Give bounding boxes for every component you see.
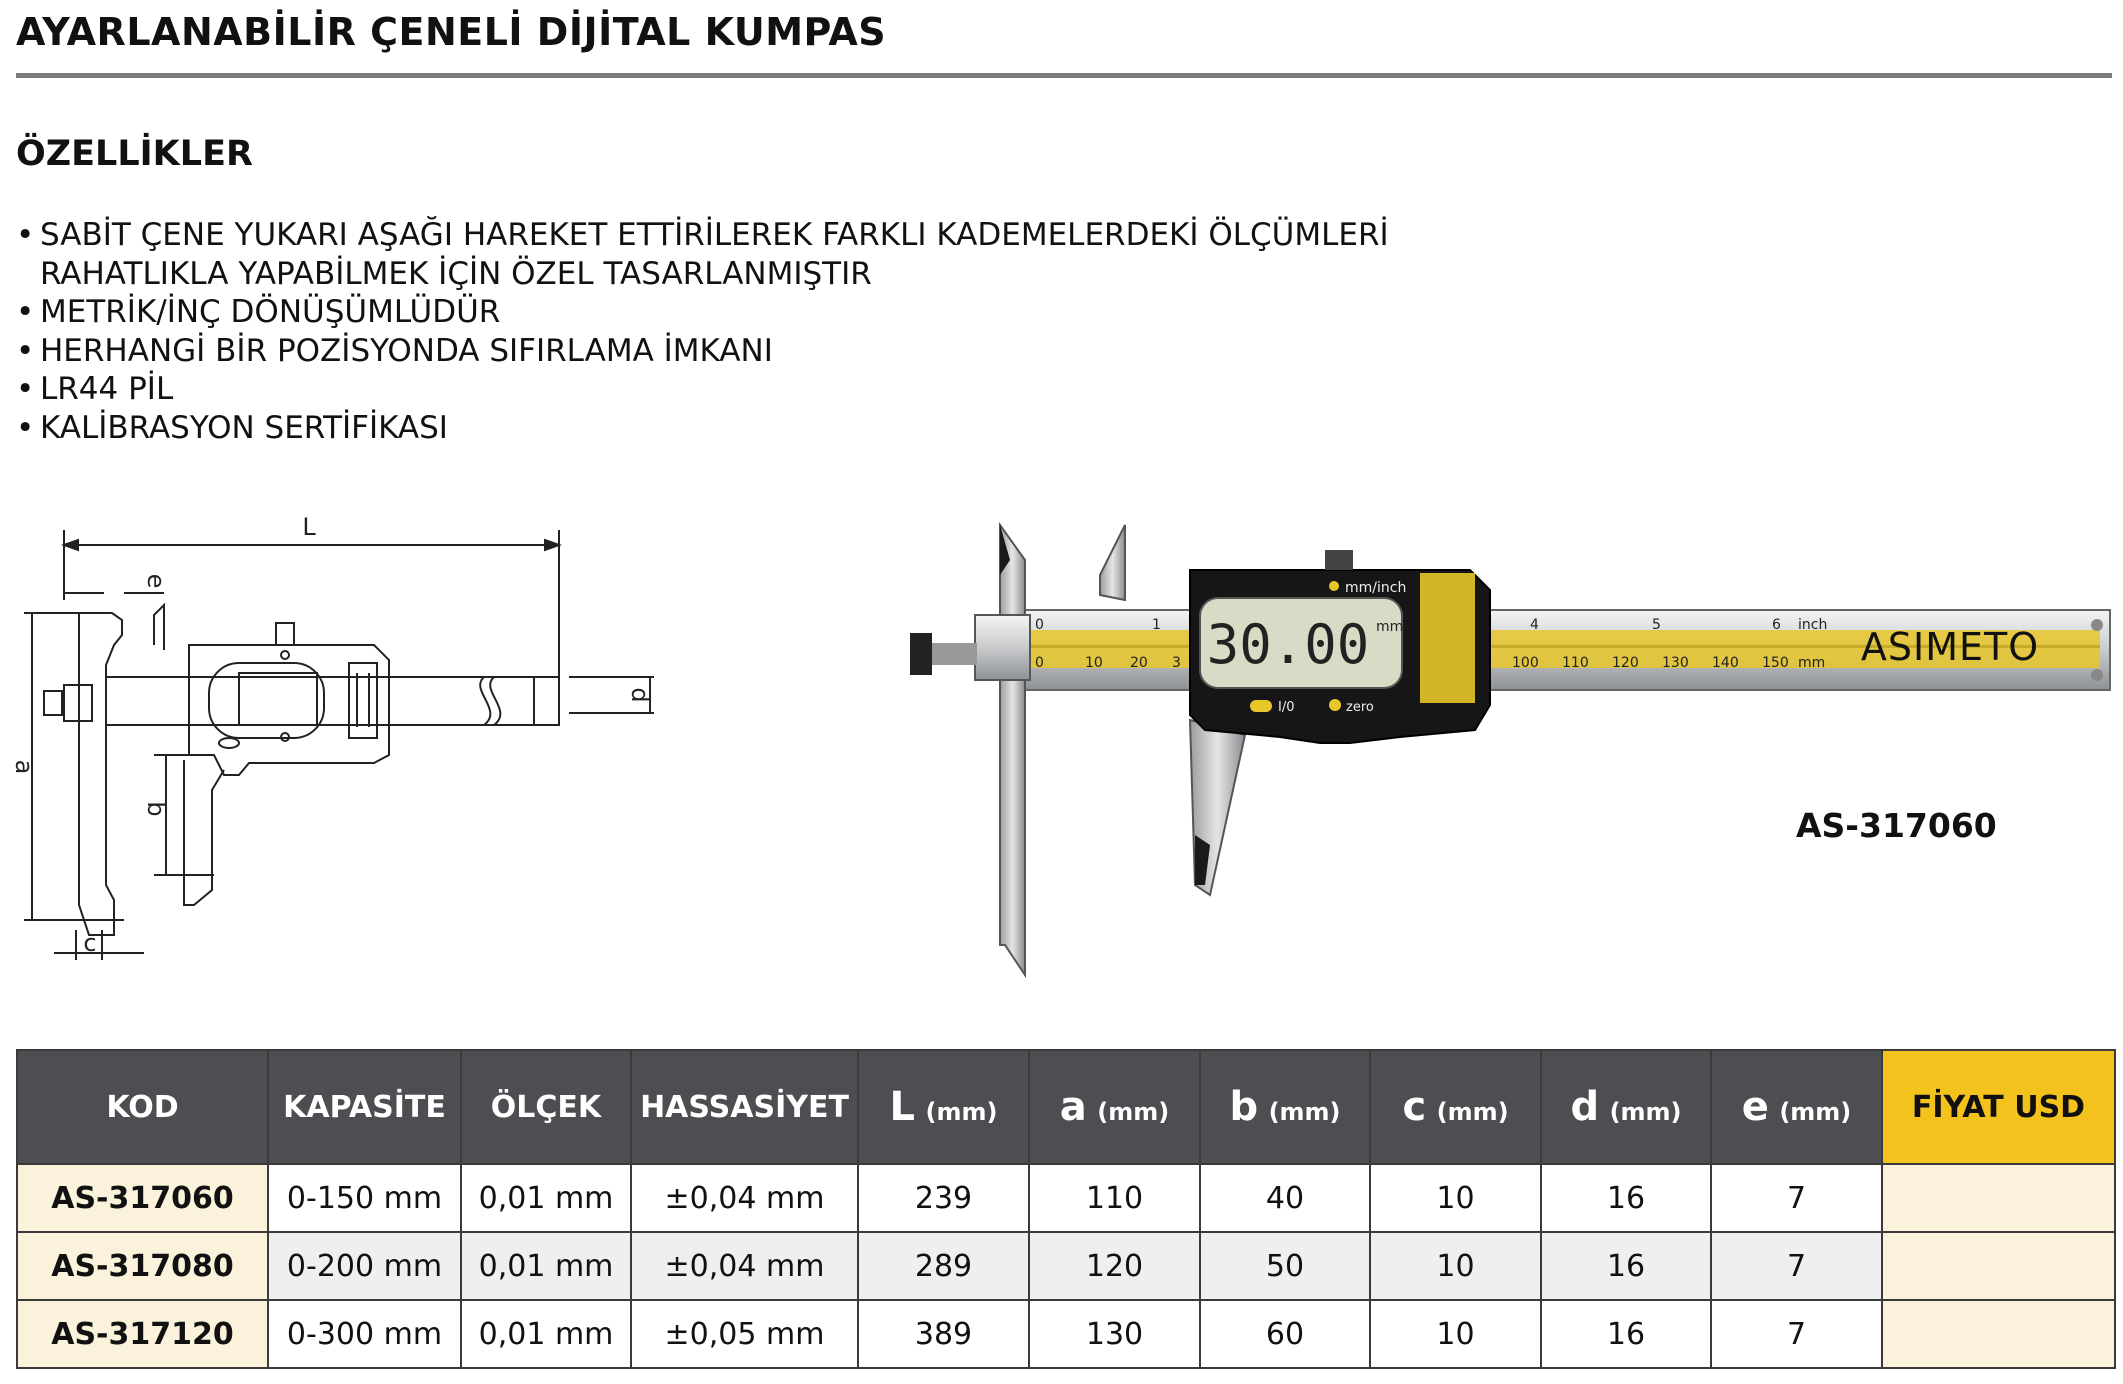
scale-top-tick: 6 [1772,617,1781,633]
table-row [17,1232,2115,1300]
lcd-unit: mm [1376,619,1404,635]
features-heading: ÖZELLİKLER [16,134,253,174]
scale-bottom-tick: 20 [1130,655,1148,671]
scale-bottom-tick: 140 [1712,655,1739,671]
product-model-label: AS-317060 [1796,806,1997,845]
cell-b: 40 [1200,1164,1370,1232]
caliper-photo [900,505,2120,975]
column-header-price: FİYAT USD [1882,1050,2115,1164]
dim-label-a: a [10,759,38,775]
cell-L: 289 [858,1232,1029,1300]
cell-d: 16 [1541,1232,1711,1300]
cell-L: 389 [858,1300,1029,1368]
cell-olcek: 0,01 mm [461,1300,631,1368]
feature-item [16,409,1389,448]
feature-item [16,370,1389,409]
cell-L: 239 [858,1164,1029,1232]
feature-text: LR44 PİL [40,371,174,408]
scale-bottom-tick: 10 [1085,655,1103,671]
cell-e: 7 [1711,1164,1882,1232]
table-row [17,1300,2115,1368]
power-button-label: I/0 [1278,700,1295,715]
scale-top-tick: 1 [1152,617,1161,633]
scale-top-unit: inch [1798,617,1828,633]
feature-item [16,332,1389,371]
scale-bottom-tick: 130 [1662,655,1689,671]
title-divider [16,73,2112,78]
cell-price [1882,1164,2115,1232]
scale-bottom-tick: 100 [1512,655,1539,671]
scale-bottom-tick: 120 [1612,655,1639,671]
feature-text: • SABİT ÇENE YUKARI AŞAĞI HAREKET ETTİRİLEREK FARKLI KADEMELERDEKİ ÖLÇÜMLERİ [40,217,1389,253]
cell-b: 50 [1200,1232,1370,1300]
cell-hassasiyet: ±0,04 mm [631,1164,858,1232]
scale-bottom-tick: 110 [1562,655,1589,671]
cell-olcek: 0,01 mm [461,1232,631,1300]
scale-bottom-tick: 3 [1172,655,1181,671]
cell-kapasite: 0-150 mm [268,1164,461,1232]
scale-bottom-tick: 150 [1762,655,1789,671]
technical-drawing [10,505,674,965]
dim-label-b: b [142,801,170,817]
column-header-b: b (mm) [1200,1050,1370,1164]
feature-text: HERHANGİ BİR POZİSYONDA SIFIRLAMA İMKANI [40,332,773,369]
brand-logo: ASIMETO [1860,625,2040,669]
cell-c: 10 [1370,1232,1541,1300]
cell-price [1882,1232,2115,1300]
dim-label-e: e [142,573,170,589]
column-header-olcek: ÖLÇEK [461,1050,631,1164]
zero-button-label: zero [1346,700,1374,715]
table-row [17,1164,2115,1232]
column-header-c: c (mm) [1370,1050,1541,1164]
cell-kapasite: 0-300 mm [268,1300,461,1368]
mode-button-label: mm/inch [1345,580,1407,596]
features-list [16,216,1389,448]
scale-top-tick: 0 [1035,617,1044,633]
cell-e: 7 [1711,1232,1882,1300]
cell-kapasite: 0-200 mm [268,1232,461,1300]
scale-top-tick: 5 [1652,617,1661,633]
column-header-e: e (mm) [1711,1050,1882,1164]
scale-bottom-unit: mm [1798,655,1826,671]
column-header-d: d (mm) [1541,1050,1711,1164]
cell-d: 16 [1541,1300,1711,1368]
lcd-value: 30.00 [1206,613,1370,676]
cell-price [1882,1300,2115,1368]
cell-c: 10 [1370,1300,1541,1368]
dim-label-c: c [83,929,97,957]
scale-top-tick: 4 [1530,617,1539,633]
page-title: AYARLANABİLİR ÇENELİ DİJİTAL KUMPAS [16,10,887,54]
cell-olcek: 0,01 mm [461,1164,631,1232]
feature-text: METRİK/İNÇ DÖNÜŞÜMLÜDÜR [40,294,501,331]
column-header-hassasiyet: HASSASİYET [631,1050,858,1164]
column-header-a: a (mm) [1029,1050,1200,1164]
feature-text: KALİBRASYON SERTİFİKASI [40,409,448,446]
cell-c: 10 [1370,1164,1541,1232]
spec-table [16,1049,2116,1369]
table-header-row [17,1050,2115,1164]
feature-item [16,293,1389,332]
cell-hassasiyet: ±0,05 mm [631,1300,858,1368]
scale-bottom-tick: 0 [1035,655,1044,671]
cell-a: 130 [1029,1300,1200,1368]
feature-item [16,216,1389,293]
column-header-kapasite: KAPASİTE [268,1050,461,1164]
cell-kod: AS-317120 [17,1300,268,1368]
cell-kod: AS-317080 [17,1232,268,1300]
cell-kod: AS-317060 [17,1164,268,1232]
cell-e: 7 [1711,1300,1882,1368]
cell-a: 110 [1029,1164,1200,1232]
column-header-kod: KOD [17,1050,268,1164]
cell-d: 16 [1541,1164,1711,1232]
cell-b: 60 [1200,1300,1370,1368]
feature-text-continued: RAHATLIKLA YAPABİLMEK İÇİN ÖZEL TASARLANMIŞTIR [40,255,872,292]
dim-label-d: d [626,687,654,703]
dim-label-L: L [302,513,316,541]
cell-hassasiyet: ±0,04 mm [631,1232,858,1300]
cell-a: 120 [1029,1232,1200,1300]
column-header-L: L (mm) [858,1050,1029,1164]
